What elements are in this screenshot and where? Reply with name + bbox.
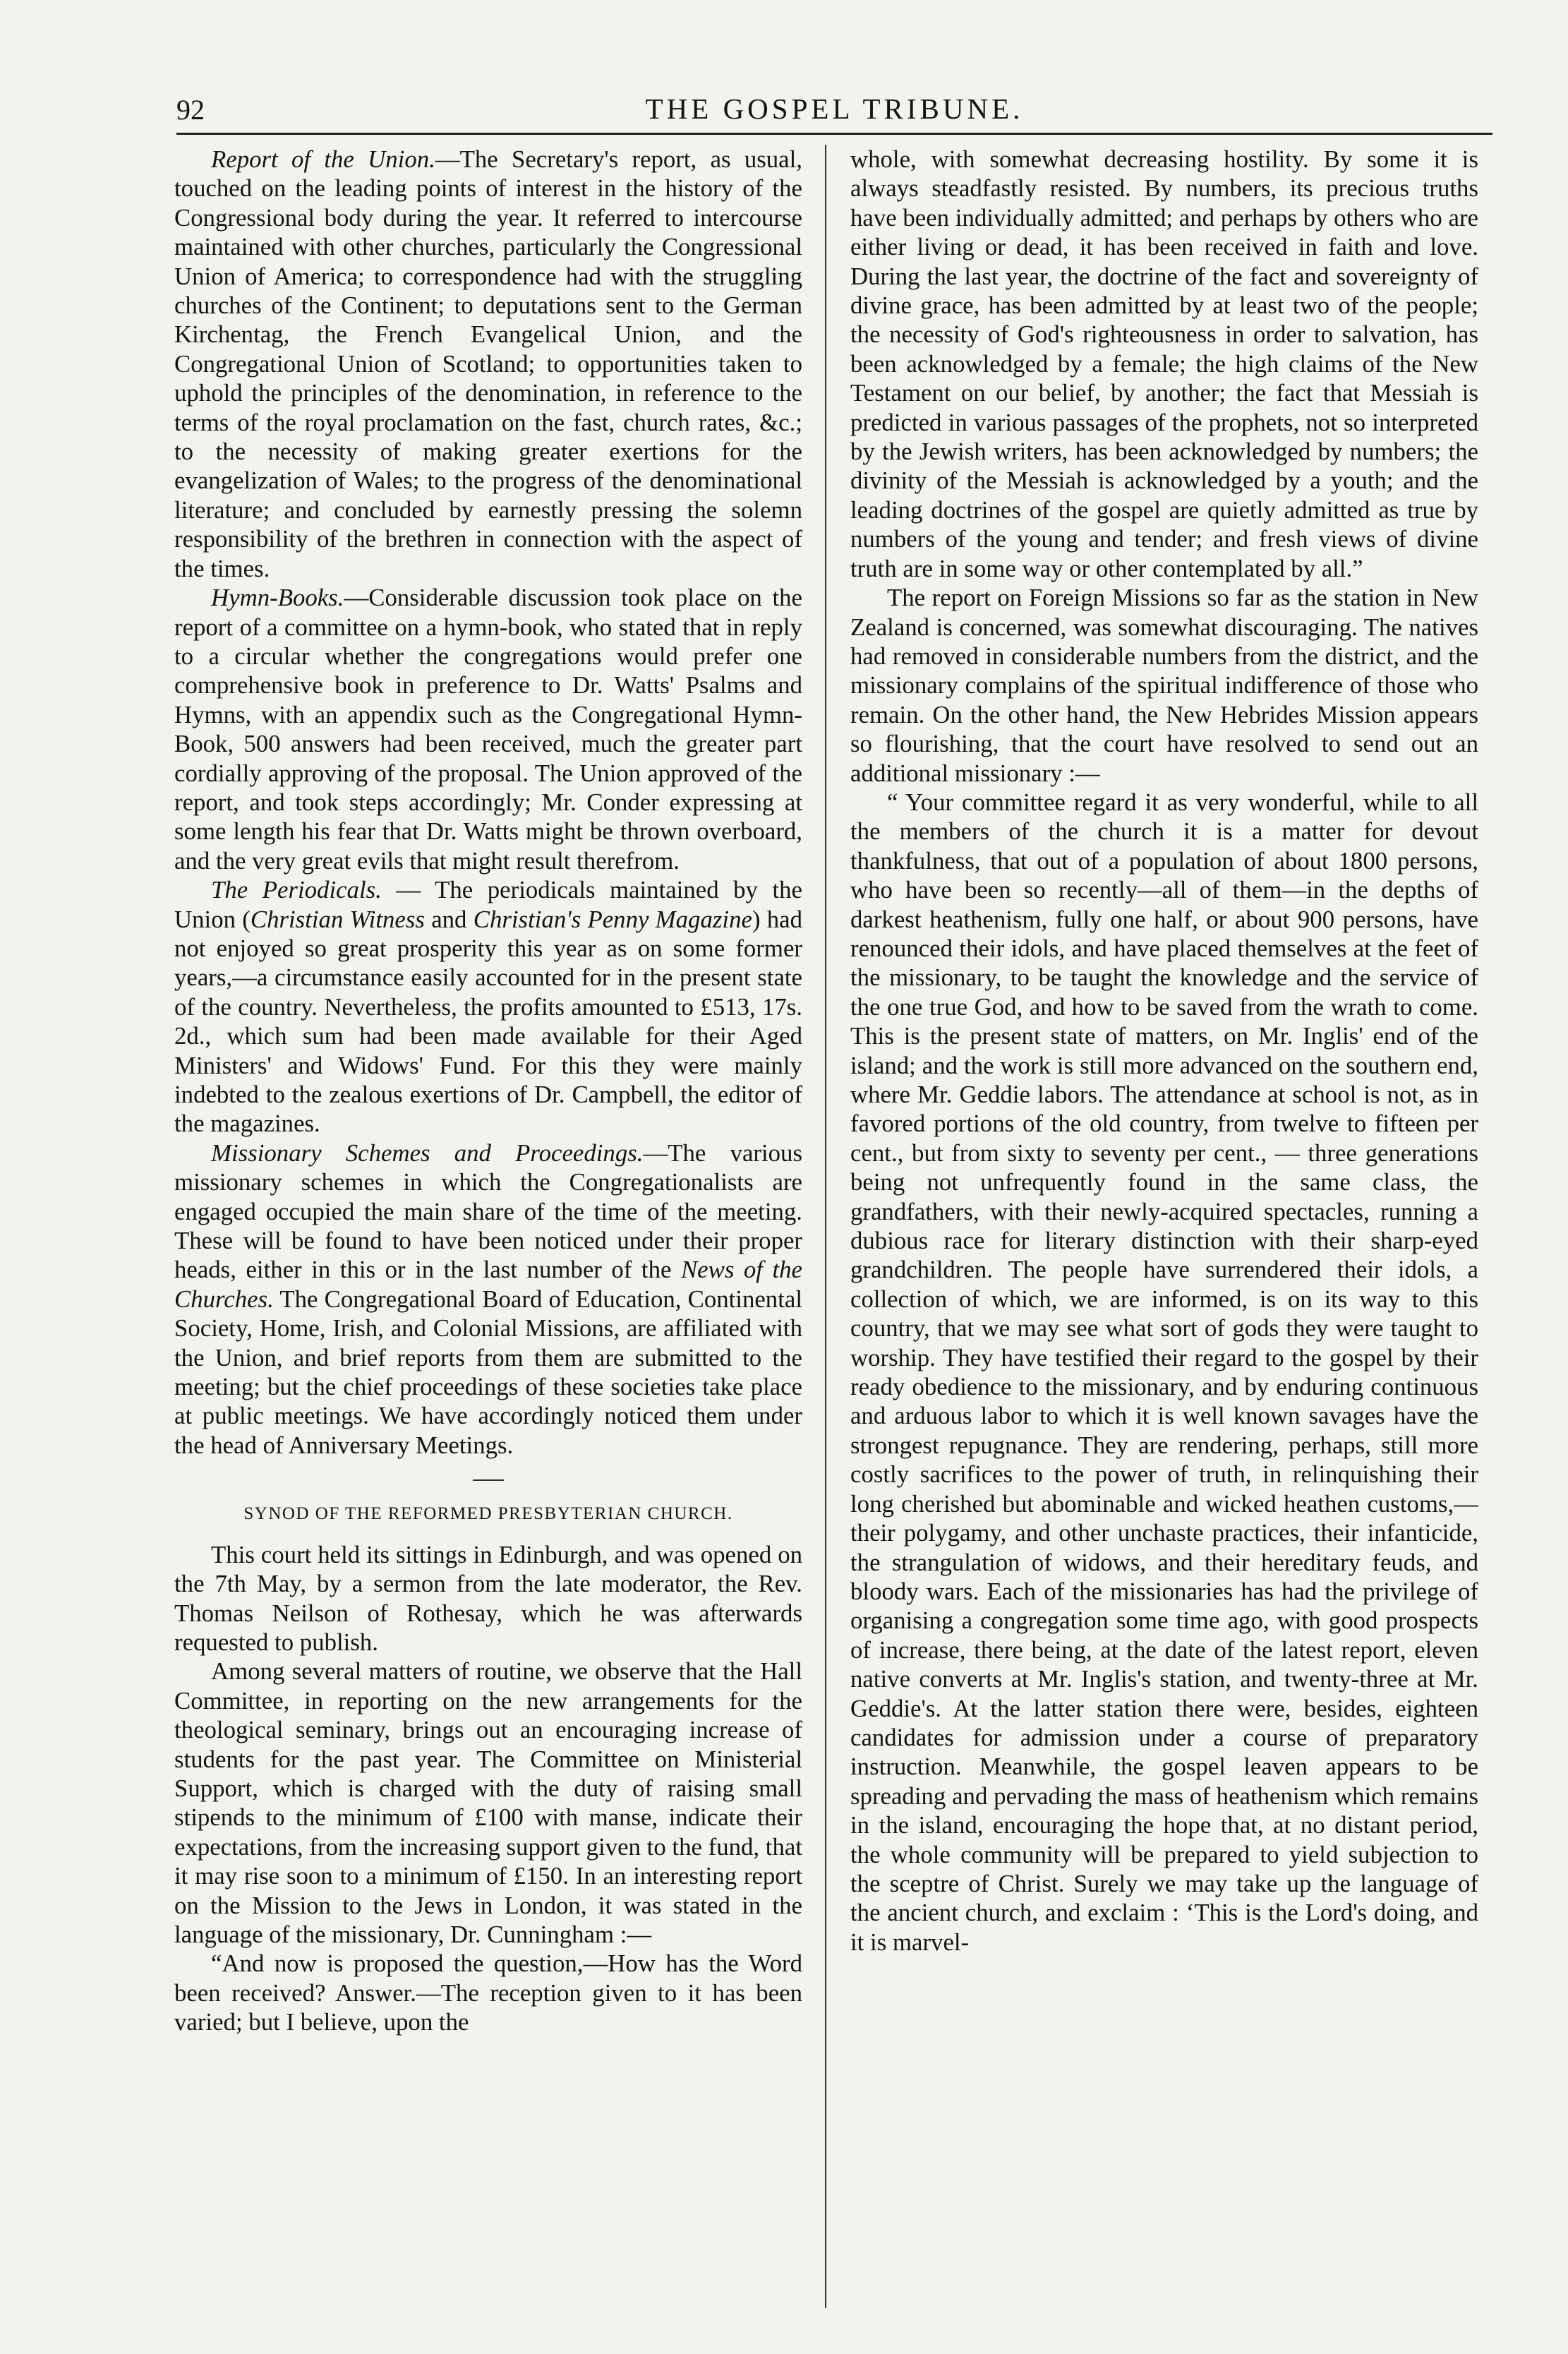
paragraph-heading: Hymn-Books.: [211, 584, 344, 612]
paragraph-text: —The various missionary schemes in which the Congregationalists are engaged occupied the main share of the time of the meeting. These will be found to have been noticed under their proper heads, either in this or in the last number of the: [174, 1139, 802, 1284]
paragraph-quote-continued: whole, with somewhat decreasing hostility. By some it is always steadfastly resisted. By numbers, its precious truths have been individually admitted; and perhaps by others who are either living or dead, it has been received in faith and love. During the last year, the doctrine of the fact and sovereignty of divine grace, has been admitted by at least two of the people; the necessity of God's righteousness in order to salvation, has been acknowledged by a female; the high claims of the New Testament on our belief, by another; the fact that Messiah is predicted in various passages of the prophets, not so interpreted by the Jewish writers, has been acknowledged by numbers; the divinity of the Messiah is acknowledged by a youth; and the leading doctrines of the gospel are quietly admitted as true by numbers of the young and tender; and fresh views of divine truth are in some way or other contemplated by all.”: [850, 145, 1478, 582]
paragraph-committee-quote: “ Your committee regard it as very wonderful, while to all the members of the church it is a matter for devout thankfulness, that out of a population of about 1800 persons, who have been so recently—all of them—in the depths of darkest heathenism, fully one half, or about 900 persons, have renounced their idols, and have placed themselves at the feet of the missionary, to be taught the knowledge and the service of the one true God, and how to be saved from the wrath to come. This is the present state of matters, on Mr. Inglis' end of the island; and the work is still more advanced on the southern end, where Mr. Geddie labors. The attendance at school is not, as in favored portions of the old country, from twelve to fifteen per cent., but from sixty to seventy per cent., — three generations being not unfrequently found in the same class, the grandfathers, with their newly-acquired spectacles, running a dubious race for literary distinction with their sharp-eyed grandchildren. The people have surrendered their idols, a collection of which, we are informed, is on its way to this country, that we may see what sort of gods they were taught to worship. They have testified their regard to the gospel by their ready obedience to the missionary, and by enduring continuous and arduous labor to which it is well known savages have the strongest repugnance. They are rendering, perhaps, still more costly sacrifices to the power of truth, in relinquishing their long cherished but abominable and wicked heathen customs,—their polygamy, and other unchaste practices, their infanticide, the strangulation of widows, and their hereditary feuds, and bloody wars. Each of the missionaries has had the privilege of organising a congregation some time ago, with good prospects of increase, there being, at the date of the latest report, eleven native converts at Mr. Inglis's station, and twenty-three at Mr. Geddie's. At the latter station there were, besides, eighteen candidates for admission under a course of preparatory instruction. Meanwhile, the gospel leaven appears to be spreading and pervading the mass of heathenism which remains in the island, encouraging the hope that, at no distant period, the whole community will be prepared to yield subjection to the sceptre of Christ. Surely we may take up the language of the ancient church, and exclaim : ‘This is the Lord's doing, and it is marvel-: [850, 788, 1478, 1956]
paragraph-text: and: [424, 905, 474, 933]
publication-title: Christian Witness: [250, 905, 425, 933]
publication-title: News of the Churches.: [174, 1256, 802, 1313]
paragraph-missionary-schemes: [174, 1139, 802, 1460]
section-heading: SYNOD OF THE REFORMED PRESBYTERIAN CHURCH.: [243, 1504, 733, 1524]
paragraph-text: —The Secretary's report, as usual, touched on the leading points of interest in the history of the Congressional body during the year. It referred to intercourse maintained with other churches, particularly the Congressional Union of America; to correspondence had with the struggling churches of the Continent; to deputations sent to the German Kirchentag, the French Evangelical Union, and the Congregational Union of Scotland; to opportunities taken to uphold the principles of the denomination, in reference to the terms of the royal proclamation on the fast, church rates, &c.; to the necessity of making greater exertions for the evangelization of Wales; to the progress of the denominational literature; and concluded by earnestly pressing the solemn responsibility of the brethren in connection with the aspect of the times.: [174, 145, 802, 582]
paragraph-heading: The Periodicals.: [211, 876, 382, 904]
paragraph-heading: Report of the Union.: [211, 145, 435, 173]
paragraph-synod-routine: Among several matters of routine, we observe that the Hall Committee, in reporting on the new arrangements for the theological seminary, brings out an encouraging increase of students for the past year. The Committee on Ministerial Support, which is charged with the duty of raising small stipends to the minimum of £100 with manse, indicate their expectations, from the increasing support given to the fund, that it may rise soon to a minimum of £150. In an interesting report on the Mission to the Jews in London, it was stated in the language of the missionary, Dr. Cunningham :—: [174, 1657, 802, 1948]
paragraph-text: —Considerable discussion took place on the report of a committee on a hymn-book, who stated that in reply to a circular whether the congregations would prefer one comprehensive book in preference to Dr. Watts' Psalms and Hymns, with an appendix such as the Congregational Hymn-Book, 500 answers had been received, much the greater part cordially approving of the proposal. The Union approved of the report, and took steps accordingly; Mr. Conder expressing at some length his fear that Dr. Watts might be thrown overboard, and the very great evils that might result therefrom.: [174, 584, 802, 875]
paragraph-report-of-union: [174, 145, 802, 583]
paragraph-text: — The periodicals maintained by the Union (: [174, 876, 802, 933]
paragraph-text: ) had not enjoyed so great prosperity this year as on some former years,—a circumstance easily accounted for in the present state of the country. Nevertheless, the profits amounted to £513, 17s. 2d., which sum had been made available for their Aged Ministers' and Widows' Fund. For this they were mainly indebted to the zealous exertions of Dr. Campbell, the editor of the magazines.: [174, 905, 802, 1138]
running-title: THE GOSPEL TRIBUNE.: [645, 92, 1024, 125]
page-number: 92: [176, 94, 205, 126]
left-column: [174, 145, 802, 2319]
paragraph-heading: Missionary Schemes and Proceedings.: [211, 1139, 644, 1167]
page-header: [176, 90, 1492, 135]
publication-title: Christian's Penny Magazine: [473, 905, 752, 933]
paragraph-synod-opening: This court held its sittings in Edinburgh, and was opened on the 7th May, by a sermon from the late moderator, the Rev. Thomas Neilson of Rothesay, which he was afterwards requested to publish.: [174, 1540, 802, 1656]
paragraph-foreign-missions: The report on Foreign Missions so far as the station in New Zealand is concerned, was somewhat discouraging. The natives had removed in considerable numbers from the district, and the missionary complains of the spiritual indifference of those who remain. On the other hand, the New Hebrides Mission appears so flourishing, that the court have resolved to send out an additional missionary :—: [850, 584, 1478, 787]
column-divider: [825, 145, 826, 2308]
paragraph-quote-start: “And now is proposed the question,—How has the Word been received? Answer.—The reception given to it has been varied; but I believe, upon the: [174, 1950, 802, 2036]
paragraph-text: The Congregational Board of Education, Continental Society, Home, Irish, and Colonial Missions, are affiliated with the Union, and brief reports from them are submitted to the meeting; but the chief proceedings of these societies take place at public meetings. We have accordingly noticed them under the head of Anniversary Meetings.: [174, 1285, 802, 1459]
paragraph-periodicals: [174, 875, 802, 1139]
paragraph-hymn-books: [174, 583, 802, 875]
right-column: [850, 145, 1478, 2319]
section-divider: [473, 1479, 504, 1481]
